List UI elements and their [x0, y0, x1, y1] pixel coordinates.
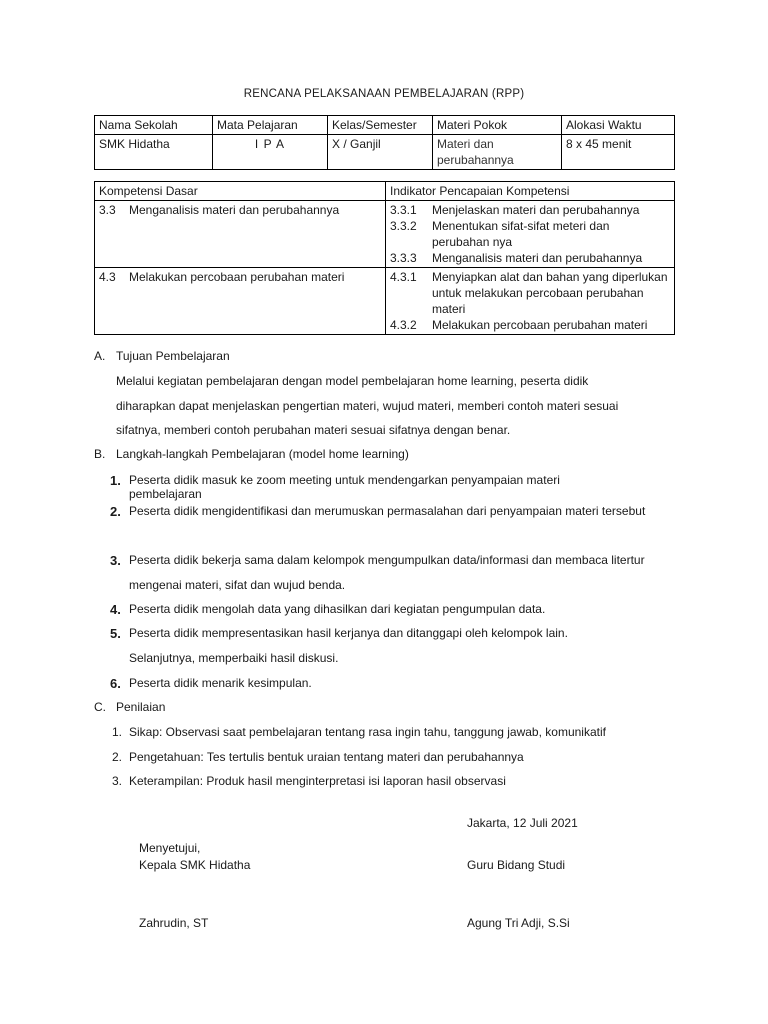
value-kelas-semester: X / Ganjil	[328, 135, 433, 170]
indicator-item	[390, 269, 670, 317]
section-a-label: A.	[94, 349, 106, 363]
competency-row	[95, 268, 675, 335]
assessment-number: 3.	[112, 774, 123, 788]
paragraph-line: diharapkan dapat menjelaskan pengertian materi, wujud materi, memberi contoh materi sesuai	[116, 398, 619, 413]
indicator-text: Menyiapkan alat dan bahan yang diperlukan untuk melakukan percobaan perubahan materi	[432, 270, 668, 316]
indicator-number: 3.3.2	[390, 219, 417, 233]
indicator-number: 3.3.3	[390, 251, 417, 265]
kd-number: 4.3	[99, 270, 116, 284]
indicator-text: Menentukan sifat-sifat meteri dan perubahan nya	[432, 219, 610, 249]
assessment-text: Sikap: Observasi saat pembelajaran tentang rasa ingin tahu, tanggung jawab, komunikatif	[129, 725, 606, 739]
place-date: Jakarta, 12 Juli 2021	[467, 816, 578, 830]
paragraph-line: Melalui kegiatan pembelajaran dengan model pembelajaran home learning, peserta didik	[116, 374, 589, 388]
assessment-text: Keterampilan: Produk hasil menginterpretasi isi laporan hasil observasi	[129, 774, 506, 788]
assessment-number: 2.	[112, 750, 123, 764]
indicator-item	[390, 250, 670, 266]
indicator-number: 4.3.1	[390, 270, 417, 284]
kd-cell	[95, 268, 386, 335]
kd-text: Menganalisis materi dan perubahannya	[129, 203, 340, 217]
competency-row	[95, 201, 675, 268]
competency-table	[94, 181, 675, 335]
competency-header-row	[95, 182, 675, 201]
section-b-heading	[94, 447, 409, 461]
header-alokasi-waktu: Alokasi Waktu	[562, 116, 675, 135]
section-c-title: Penilaian	[116, 700, 166, 714]
paragraph-line: sifatnya, memberi contoh perubahan materi sesuai sifatnya dengan benar.	[116, 423, 511, 437]
info-table-value-row	[95, 135, 675, 170]
indicator-text: Melakukan percobaan perubahan materi	[432, 318, 648, 332]
indicator-cell	[386, 268, 675, 335]
principal-title: Kepala SMK Hidatha	[139, 858, 251, 872]
step-text: Peserta didik masuk ke zoom meeting untuk mendengarkan penyampaian materi pembelajaran	[129, 473, 560, 501]
section-c-heading	[94, 700, 165, 714]
approve-label: Menyetujui,	[139, 841, 201, 855]
kd-text: Melakukan percobaan perubahan materi	[129, 270, 345, 284]
indicator-item	[390, 218, 670, 250]
indicator-text: Menganalisis materi dan perubahannya	[432, 251, 643, 265]
header-kelas-semester: Kelas/Semester	[328, 116, 433, 135]
step-number: 4.	[110, 602, 121, 617]
header-indikator: Indikator Pencapaian Kompetensi	[386, 182, 675, 201]
assessment-item	[112, 725, 606, 739]
header-materi-pokok: Materi Pokok	[433, 116, 562, 135]
section-a-title: Tujuan Pembelajaran	[116, 349, 230, 363]
indicator-text: Menjelaskan materi dan perubahannya	[432, 203, 640, 217]
section-b-label: B.	[94, 447, 106, 461]
header-mata-pelajaran: Mata Pelajaran	[213, 116, 328, 135]
step-text: Peserta didik mengolah data yang dihasilkan dari kegiatan pengumpulan data.	[129, 602, 546, 616]
step-number: 2.	[110, 504, 121, 519]
kd-cell	[95, 201, 386, 268]
section-a-paragraph	[116, 369, 676, 443]
value-materi-pokok: Materi dan perubahannya	[433, 135, 562, 170]
teacher-title: Guru Bidang Studi	[467, 858, 566, 872]
step-text: Peserta didik menarik kesimpulan.	[129, 676, 312, 690]
indicator-item	[390, 202, 670, 218]
indicator-number: 3.3.1	[390, 203, 417, 217]
assessment-item	[112, 774, 506, 788]
indicator-cell	[386, 201, 675, 268]
document-title: RENCANA PELAKSANAAN PEMBELAJARAN (RPP)	[243, 88, 525, 100]
step-text: Peserta didik mengidentifikasi dan merumuskan permasalahan dari penyampaian materi tersebut	[129, 504, 646, 518]
assessment-number: 1.	[112, 725, 123, 739]
step-text: Peserta didik mempresentasikan hasil kerjanya dan ditanggapi oleh kelompok lain. Selanjutnya, memperbaiki hasil diskusi.	[129, 626, 568, 665]
section-b-title: Langkah-langkah Pembelajaran (model home learning)	[116, 447, 409, 461]
value-mata-pelajaran: I P A	[213, 135, 328, 170]
value-nama-sekolah: SMK Hidatha	[95, 135, 213, 170]
info-table	[94, 115, 675, 170]
indicator-number: 4.3.2	[390, 318, 417, 332]
principal-name: Zahrudin, ST	[139, 916, 209, 930]
step-text: Peserta didik bekerja sama dalam kelompok mengumpulkan data/informasi dan membaca litertur mengenai materi, sifat dan wujud benda.	[129, 553, 645, 592]
step-number: 1.	[110, 473, 121, 488]
indicator-item	[390, 317, 670, 333]
kd-number: 3.3	[99, 203, 116, 217]
header-kompetensi-dasar: Kompetensi Dasar	[95, 182, 386, 201]
section-c-label: C.	[94, 700, 106, 714]
value-alokasi-waktu: 8 x 45 menit	[562, 135, 675, 170]
section-a-heading	[94, 349, 230, 363]
header-nama-sekolah: Nama Sekolah	[95, 116, 213, 135]
assessment-item	[112, 750, 524, 764]
step-number: 3.	[110, 553, 121, 568]
teacher-name: Agung Tri Adji, S.Si	[467, 916, 570, 930]
assessment-text: Pengetahuan: Tes tertulis bentuk uraian tentang materi dan perubahannya	[129, 750, 524, 764]
step-number: 6.	[110, 676, 121, 691]
step-number: 5.	[110, 626, 121, 641]
info-table-header-row	[95, 116, 675, 135]
